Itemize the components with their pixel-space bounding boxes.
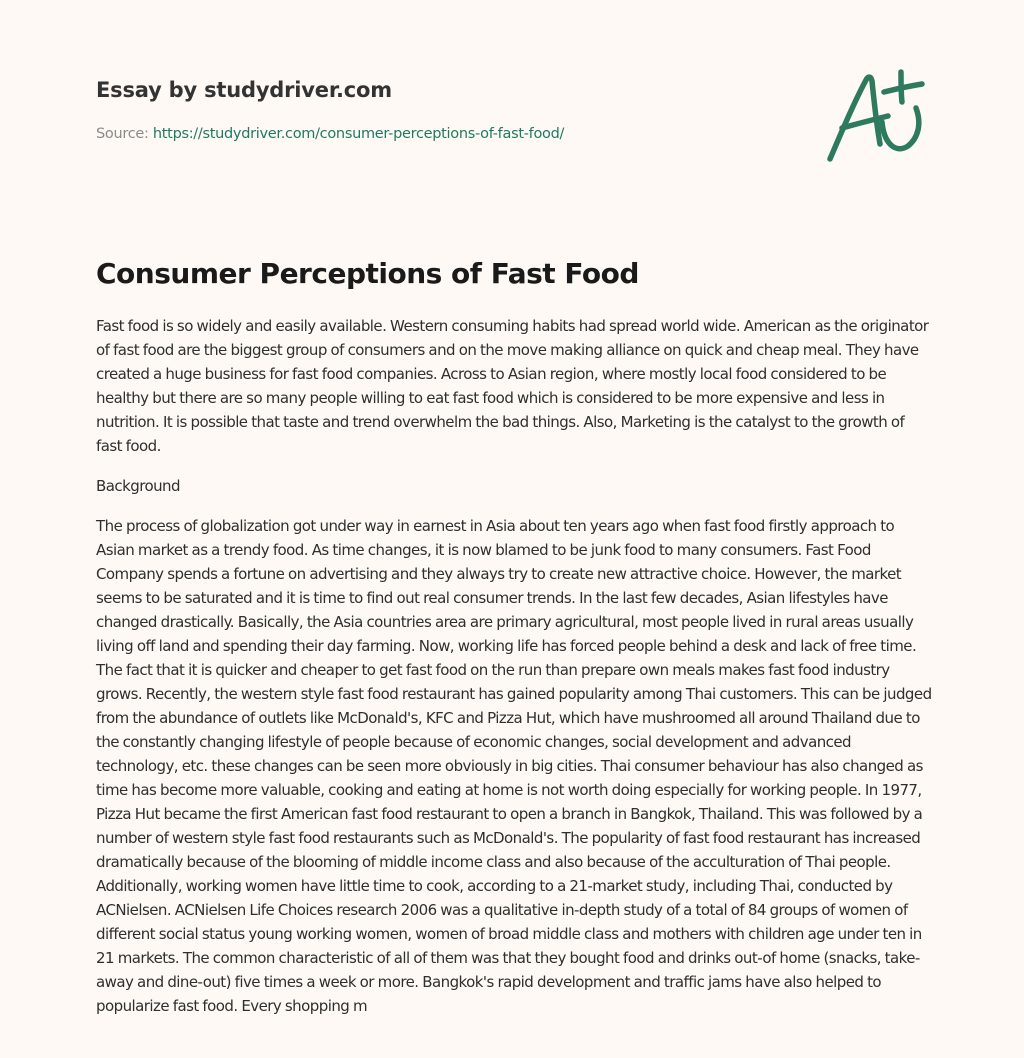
source-line xyxy=(96,124,796,144)
source-label: Source: xyxy=(96,126,153,142)
source-link[interactable]: https://studydriver.com/consumer-perceptions-of-fast-food/ xyxy=(152,126,565,142)
essay-body xyxy=(96,314,932,1034)
essay-header xyxy=(96,74,796,144)
document-title: Consumer Perceptions of Fast Food xyxy=(96,257,639,290)
section-heading-background: Background xyxy=(96,477,180,495)
background-paragraph: The process of globalization got under way in earnest in Asia about ten years ago when fast food firstly approach to Asian market as a trendy food. As time changes, it is now blamed to be junk food to many consumers. Fast Food Company spends a fortune on advertising and they always try to create new attractive choice. However, the market seems to be saturated and it is time to find out real consumer trends. In the last few decades, Asian lifestyles have changed drastically. Basically, the Asia countries area are primary agricultural, most people lived in rural areas usually living off land and spending their day farming. Now, working life has forced people behind a desk and lack of free time. The fact that it is quicker and cheaper to get fast food on the run than prepare own meals makes fast food industry grows. Recently, the western style fast food restaurant has gained popularity among Thai customers. This can be judged from the abundance of outlets like McDonald's, KFC and Pizza Hut, which have mushroomed all around Thailand due to the constantly changing lifestyle of people because of economic changes, social development and advanced technology, etc. these changes can be seen more obviously in big cities. Thai consumer behaviour has also changed as time has become more valuable, cooking and eating at home is not worth doing especially for working people. In 1977, Pizza Hut became the first American fast food restaurant to open a branch in Bangkok, Thailand. This was followed by a number of western style fast food restaurants such as McDonald's. The popularity of fast food restaurant has increased dramatically because of the blooming of middle income class and also because of the acculturation of Thai people. Additionally, working women have little time to cook, according to a 21-market study, including Thai, conducted by ACNielsen. ACNielsen Life Choices research 2006 was a qualitative in-depth study of a total of 84 groups of women of different social status young working women, women of broad middle class and mothers with children age under ten in 21 markets. The common characteristic of all of them was that they bought food and drinks out-of home (snacks, take-away and dine-out) five times a week or more. Bangkok's rapid development and traffic jams have also helped to popularize fast food. Every shopping m xyxy=(96,517,932,1015)
intro-paragraph: Fast food is so widely and easily available. Western consuming habits had spread world wide. American as the originator of fast food are the biggest group of consumers and on the move making alliance on quick and cheap meal. They have created a huge business for fast food companies. Across to Asian region, where mostly local food considered to be healthy but there are so many people willing to eat fast food which is considered to be more expensive and less in nutrition. It is possible that taste and trend overwhelm the bad things. Also, Marketing is the catalyst to the growth of fast food. xyxy=(96,317,929,455)
a-plus-logo-icon xyxy=(822,66,930,166)
site-title: Essay by studydriver.com xyxy=(96,78,392,102)
